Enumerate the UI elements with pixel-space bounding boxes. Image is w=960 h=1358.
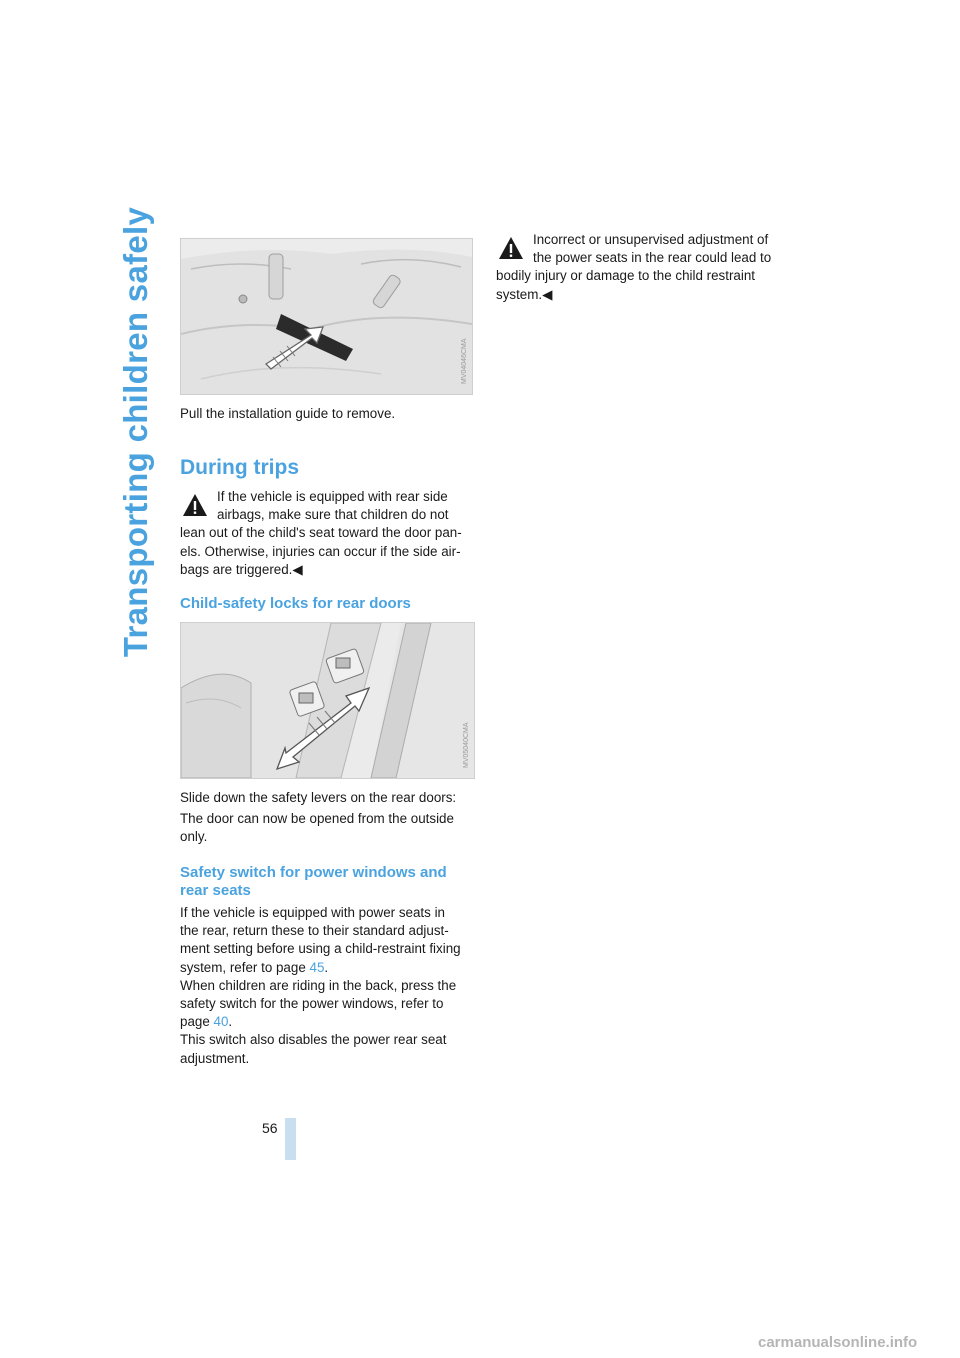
guide-caption: Pull the installation guide to remove.: [180, 406, 396, 421]
section-side-title: [112, 206, 160, 658]
door-opened-text: The door can now be opened from the outside only.: [180, 811, 454, 845]
slide-levers-text: Slide down the safety levers on the rear doors:: [180, 790, 457, 805]
figure-code: MV05040CMA: [463, 722, 470, 768]
figure-code: MV04046CMA: [461, 338, 468, 384]
installation-guide-figure: [180, 238, 473, 395]
page-45-link[interactable]: 45: [309, 959, 325, 975]
during-trips-heading: During trips: [180, 456, 299, 479]
page-number-bar: [285, 1118, 296, 1160]
safety-switch-heading: Safety switch for power windows and rear seats: [180, 864, 447, 899]
safety-switch-text: If the vehicle is equipped with power seats in the rear, return these to their standard adjust- ment setting before using a child-restraint fixing system, refer to page 45. When children are riding in the back, press the safety switch for the power windows, refer to page 40. This switch also disables the power rear seat adjustment.: [180, 905, 461, 1066]
child-lock-figure: [180, 622, 475, 779]
footer-watermark: carmanualsonline.info: [758, 1334, 918, 1351]
warning-power-seats-text: Incorrect or unsupervised adjustment of the power seats in the rear could lead to bodily injury or damage to the child restraint system.◀: [496, 232, 772, 302]
seat-illustration: [181, 239, 472, 394]
side-title-text: Transporting children safely: [117, 206, 154, 658]
page-40-link[interactable]: 40: [213, 1014, 229, 1030]
warning-airbags-text: If the vehicle is equipped with rear side airbags, make sure that children do not lean out of the child's seat toward the door pan- els. Otherwise, injuries can occur if the side air- bags are triggered.◀: [180, 489, 462, 577]
door-lock-illustration: [181, 623, 474, 778]
page-number: 56: [262, 1120, 278, 1136]
child-locks-heading: Child-safety locks for rear doors: [180, 595, 411, 612]
